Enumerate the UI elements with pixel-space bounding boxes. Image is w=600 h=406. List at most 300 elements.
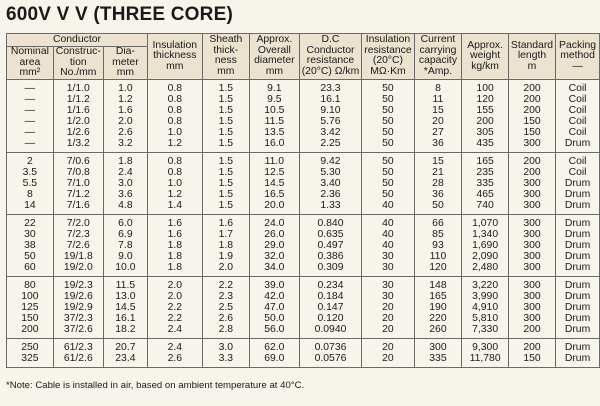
cable-spec-table [6, 33, 600, 368]
table-row [7, 167, 600, 178]
table-cell: 20 [362, 313, 414, 324]
table-cell: Coil [556, 105, 600, 116]
table-cell: 1.5 [202, 105, 249, 116]
table-cell: 30 [362, 291, 414, 302]
dc-resistance-header: D.C Conductor resistance (20°C) Ω/km [299, 34, 362, 80]
table-cell: 325 [7, 353, 54, 368]
table-cell: 305 [462, 127, 509, 138]
table-cell: 1.33 [299, 200, 362, 215]
table-cell: 2.2 [202, 276, 249, 291]
table-cell: 200 [462, 116, 509, 127]
table-cell: 29.0 [250, 240, 300, 251]
table-cell: 2.36 [299, 189, 362, 200]
table-cell: 50 [362, 167, 414, 178]
table-row [7, 105, 600, 116]
table-cell: 61/2.3 [53, 338, 103, 353]
insulation-resistance-header: Insulation resistance (20°C) MΩ·Km [362, 34, 414, 80]
table-cell: 0.635 [299, 229, 362, 240]
table-cell: 50 [362, 127, 414, 138]
table-cell: 12.5 [250, 167, 300, 178]
table-cell: 3.6 [103, 189, 147, 200]
table-cell: 335 [462, 178, 509, 189]
table-cell: 3.3 [202, 353, 249, 368]
table-cell: 4,910 [462, 302, 509, 313]
table-cell: 1/2.6 [53, 127, 103, 138]
table-cell: 150 [508, 353, 555, 368]
table-cell: 1.5 [202, 200, 249, 215]
table-cell: 120 [414, 262, 462, 277]
table-cell: 50 [362, 116, 414, 127]
table-cell: 19/2.0 [53, 262, 103, 277]
table-cell: 22 [7, 214, 54, 229]
table-cell: 60 [7, 262, 54, 277]
table-cell: Drum [556, 200, 600, 215]
table-cell: 5,810 [462, 313, 509, 324]
table-cell: 50 [362, 138, 414, 153]
table-cell: 10.0 [103, 262, 147, 277]
weight-header: Approx. weight kg/km [462, 34, 509, 80]
table-cell: Coil [556, 127, 600, 138]
table-cell: — [7, 138, 54, 153]
table-cell: 3.40 [299, 178, 362, 189]
table-cell: 13.5 [250, 127, 300, 138]
table-cell: Drum [556, 240, 600, 251]
table-cell: 40 [362, 200, 414, 215]
table-cell: 61/2.6 [53, 353, 103, 368]
table-cell: 14.5 [103, 302, 147, 313]
table-cell: — [7, 94, 54, 105]
table-cell: 10.5 [250, 105, 300, 116]
table-cell: 16.0 [250, 138, 300, 153]
table-cell: 23.3 [299, 79, 362, 94]
table-row [7, 338, 600, 353]
table-cell: 2.3 [202, 291, 249, 302]
table-cell: 0.120 [299, 313, 362, 324]
table-row [7, 138, 600, 153]
table-cell: 150 [508, 116, 555, 127]
table-cell: 1.8 [103, 152, 147, 167]
table-cell: 20 [362, 302, 414, 313]
table-cell: 20 [362, 338, 414, 353]
table-cell: 190 [414, 302, 462, 313]
table-row [7, 94, 600, 105]
table-cell: 8 [7, 189, 54, 200]
table-row [7, 313, 600, 324]
table-row [7, 251, 600, 262]
table-cell: Drum [556, 189, 600, 200]
table-cell: 2.2 [147, 313, 202, 324]
table-cell: 50 [362, 189, 414, 200]
table-cell: 7.8 [103, 240, 147, 251]
table-cell: 9,300 [462, 338, 509, 353]
table-cell: 50 [362, 178, 414, 189]
table-cell: Drum [556, 178, 600, 189]
table-cell: 110 [414, 251, 462, 262]
table-cell: 7/1.2 [53, 189, 103, 200]
table-cell: 14 [7, 200, 54, 215]
table-cell: 1.5 [202, 94, 249, 105]
table-cell: 7/2.0 [53, 214, 103, 229]
table-cell: — [7, 127, 54, 138]
table-cell: 1/3.2 [53, 138, 103, 153]
table-cell: 125 [7, 302, 54, 313]
table-row [7, 276, 600, 291]
table-cell: 11,780 [462, 353, 509, 368]
table-cell: 335 [414, 353, 462, 368]
table-cell: 32.0 [250, 251, 300, 262]
table-cell: 21 [414, 167, 462, 178]
table-cell: 19/2.6 [53, 291, 103, 302]
table-cell: 6.0 [103, 214, 147, 229]
table-cell: 24.0 [250, 214, 300, 229]
table-cell: 9.0 [103, 251, 147, 262]
table-cell: 9.10 [299, 105, 362, 116]
table-cell: 40 [362, 229, 414, 240]
table-cell: 200 [7, 324, 54, 339]
table-cell: 7,330 [462, 324, 509, 339]
table-cell: 2.2 [147, 302, 202, 313]
table-cell: 7/1.0 [53, 178, 103, 189]
table-cell: 0.8 [147, 105, 202, 116]
table-cell: 50 [414, 200, 462, 215]
table-cell: 2.6 [147, 353, 202, 368]
table-cell: 7/0.6 [53, 152, 103, 167]
table-cell: 1.8 [147, 240, 202, 251]
table-cell: 1.5 [202, 79, 249, 94]
page-title: 600V V V (THREE CORE) [6, 4, 233, 25]
table-cell: 80 [7, 276, 54, 291]
table-cell: 0.497 [299, 240, 362, 251]
table-row [7, 262, 600, 277]
table-cell: 69.0 [250, 353, 300, 368]
table-cell: 56.0 [250, 324, 300, 339]
table-cell: 62.0 [250, 338, 300, 353]
table-cell: 50 [7, 251, 54, 262]
table-cell: 11 [414, 94, 462, 105]
table-cell: 7/1.6 [53, 200, 103, 215]
table-cell: 300 [508, 240, 555, 251]
table-cell: 50 [362, 79, 414, 94]
table-cell: Drum [556, 324, 600, 339]
table-cell: 0.309 [299, 262, 362, 277]
table-cell: 7/2.6 [53, 240, 103, 251]
table-cell: 1.8 [147, 262, 202, 277]
table-cell: 2.4 [147, 338, 202, 353]
table-cell: 1.6 [147, 214, 202, 229]
table-cell: 3.2 [103, 138, 147, 153]
table-cell: 1.6 [103, 105, 147, 116]
table-cell: 150 [7, 313, 54, 324]
table-cell: 1.5 [202, 178, 249, 189]
table-cell: 2.6 [202, 313, 249, 324]
table-cell: 1,690 [462, 240, 509, 251]
table-cell: 42.0 [250, 291, 300, 302]
table-cell: 16.1 [103, 313, 147, 324]
table-cell: 250 [7, 338, 54, 353]
table-cell: Drum [556, 338, 600, 353]
table-cell: — [7, 116, 54, 127]
table-cell: 2.25 [299, 138, 362, 153]
table-cell: 300 [508, 200, 555, 215]
table-cell: 435 [462, 138, 509, 153]
table-cell: 5.76 [299, 116, 362, 127]
table-row [7, 302, 600, 313]
table-cell: 20 [414, 116, 462, 127]
table-cell: 0.386 [299, 251, 362, 262]
table-cell: 2,090 [462, 251, 509, 262]
table-cell: 1.7 [202, 229, 249, 240]
table-cell: 2.4 [103, 167, 147, 178]
diameter-header: Dia- meter mm [103, 47, 147, 80]
table-cell: 1.9 [202, 251, 249, 262]
table-cell: 1.5 [202, 189, 249, 200]
table-cell: 20 [362, 324, 414, 339]
table-cell: 3.0 [103, 178, 147, 189]
table-row [7, 214, 600, 229]
table-cell: 0.184 [299, 291, 362, 302]
table-cell: 1.2 [103, 94, 147, 105]
table-cell: 16.1 [299, 94, 362, 105]
table-cell: 11.5 [103, 276, 147, 291]
table-cell: 120 [462, 94, 509, 105]
table-cell: 150 [508, 127, 555, 138]
table-cell: 2 [7, 152, 54, 167]
table-cell: 23.4 [103, 353, 147, 368]
table-cell: 7/0.8 [53, 167, 103, 178]
table-cell: 1.2 [147, 189, 202, 200]
table-row [7, 79, 600, 94]
table-cell: 300 [414, 338, 462, 353]
table-cell: 6.9 [103, 229, 147, 240]
table-cell: 165 [414, 291, 462, 302]
table-cell: 20.7 [103, 338, 147, 353]
sheath-thickness-header: Sheath thick- ness mm [202, 34, 249, 80]
table-cell: 4.8 [103, 200, 147, 215]
table-cell: Drum [556, 313, 600, 324]
table-cell: 0.8 [147, 94, 202, 105]
table-cell: 18.2 [103, 324, 147, 339]
table-cell: 30 [362, 251, 414, 262]
table-cell: 19/2.3 [53, 276, 103, 291]
table-cell: 9.5 [250, 94, 300, 105]
table-cell: 34.0 [250, 262, 300, 277]
table-cell: 0.147 [299, 302, 362, 313]
table-cell: 1.2 [147, 138, 202, 153]
table-cell: 37/2.6 [53, 324, 103, 339]
table-cell: 47.0 [250, 302, 300, 313]
table-cell: 11.0 [250, 152, 300, 167]
table-cell: 1/1.0 [53, 79, 103, 94]
table-cell: 300 [508, 214, 555, 229]
table-cell: 2.4 [147, 324, 202, 339]
table-cell: 27 [414, 127, 462, 138]
table-cell: 20 [362, 353, 414, 368]
table-cell: Drum [556, 302, 600, 313]
table-cell: 14.5 [250, 178, 300, 189]
table-cell: 1.0 [103, 79, 147, 94]
table-cell: 300 [508, 229, 555, 240]
table-cell: 40 [362, 240, 414, 251]
table-cell: Drum [556, 251, 600, 262]
table-cell: 220 [414, 313, 462, 324]
footnote: *Note: Cable is installed in air, based on ambient temperature at 40°C. [6, 380, 305, 391]
table-cell: 0.0940 [299, 324, 362, 339]
table-cell: 0.0576 [299, 353, 362, 368]
table-cell: Drum [556, 291, 600, 302]
table-cell: 1.5 [202, 167, 249, 178]
table-cell: 15 [414, 152, 462, 167]
table-cell: Drum [556, 262, 600, 277]
table-cell: 30 [362, 276, 414, 291]
table-cell: 1,340 [462, 229, 509, 240]
table-cell: Coil [556, 94, 600, 105]
table-cell: 0.8 [147, 79, 202, 94]
table-cell: 8 [414, 79, 462, 94]
table-cell: Drum [556, 214, 600, 229]
nominal-area-header: Nominal area mm² [7, 47, 54, 80]
table-cell: 5.30 [299, 167, 362, 178]
table-cell: 1.8 [202, 240, 249, 251]
table-cell: Drum [556, 138, 600, 153]
table-cell: 0.0736 [299, 338, 362, 353]
table-cell: 300 [508, 178, 555, 189]
table-cell: 15 [414, 105, 462, 116]
table-cell: 1.0 [147, 127, 202, 138]
table-cell: 1/1.6 [53, 105, 103, 116]
table-cell: 2.0 [202, 262, 249, 277]
table-cell: 1.5 [202, 116, 249, 127]
table-cell: 9.42 [299, 152, 362, 167]
table-cell: 100 [462, 79, 509, 94]
table-cell: 28 [414, 178, 462, 189]
table-cell: 36 [414, 189, 462, 200]
table-cell: 39.0 [250, 276, 300, 291]
table-cell: 85 [414, 229, 462, 240]
table-cell: 5.5 [7, 178, 54, 189]
table-cell: Coil [556, 167, 600, 178]
table-cell: 300 [508, 189, 555, 200]
table-cell: 26.0 [250, 229, 300, 240]
packing-method-header: Packing method — [556, 34, 600, 80]
construction-header: Construc- tion No./mm [53, 47, 103, 80]
table-cell: 200 [508, 152, 555, 167]
table-cell: 200 [508, 324, 555, 339]
table-cell: 200 [508, 94, 555, 105]
table-cell: 200 [508, 338, 555, 353]
table-cell: Coil [556, 79, 600, 94]
table-cell: 2.0 [147, 276, 202, 291]
table-cell: 300 [508, 276, 555, 291]
table-cell: 200 [508, 105, 555, 116]
table-cell: 50.0 [250, 313, 300, 324]
table-cell: 260 [414, 324, 462, 339]
table-cell: 38 [7, 240, 54, 251]
table-cell: 1.5 [202, 127, 249, 138]
table-row [7, 127, 600, 138]
table-cell: 0.840 [299, 214, 362, 229]
table-cell: 37/2.3 [53, 313, 103, 324]
table-cell: 36 [414, 138, 462, 153]
table-row [7, 152, 600, 167]
table-cell: 2.0 [103, 116, 147, 127]
table-cell: 13.0 [103, 291, 147, 302]
table-row [7, 240, 600, 251]
table-cell: 740 [462, 200, 509, 215]
table-cell: Coil [556, 152, 600, 167]
table-cell: 1.6 [147, 229, 202, 240]
table-cell: 16.5 [250, 189, 300, 200]
table-cell: 200 [508, 167, 555, 178]
table-cell: 148 [414, 276, 462, 291]
table-cell: 20.0 [250, 200, 300, 215]
table-cell: 2.0 [147, 291, 202, 302]
table-cell: 300 [508, 251, 555, 262]
table-cell: — [7, 105, 54, 116]
table-cell: 1.4 [147, 200, 202, 215]
table-cell: 0.8 [147, 152, 202, 167]
table-cell: 1/2.0 [53, 116, 103, 127]
table-cell: 66 [414, 214, 462, 229]
table-cell: 100 [7, 291, 54, 302]
table-cell: 30 [7, 229, 54, 240]
table-cell: 1.8 [147, 251, 202, 262]
table-cell: Drum [556, 276, 600, 291]
table-cell: — [7, 79, 54, 94]
table-body [7, 79, 600, 367]
table-cell: 300 [508, 138, 555, 153]
table-cell: 300 [508, 262, 555, 277]
table-cell: 0.8 [147, 116, 202, 127]
table-cell: 11.5 [250, 116, 300, 127]
table-cell: 200 [508, 79, 555, 94]
table-cell: 7/2.3 [53, 229, 103, 240]
table-cell: 1.5 [202, 138, 249, 153]
table-cell: 1.0 [147, 178, 202, 189]
table-row [7, 353, 600, 368]
table-row [7, 178, 600, 189]
table-cell: 2.5 [202, 302, 249, 313]
insulation-thickness-header: Insulation thickness mm [147, 34, 202, 80]
table-cell: 3.0 [202, 338, 249, 353]
table-cell: 93 [414, 240, 462, 251]
table-cell: 2.6 [103, 127, 147, 138]
table-cell: 3,220 [462, 276, 509, 291]
table-cell: Drum [556, 353, 600, 368]
table-cell: 30 [362, 262, 414, 277]
table-row [7, 229, 600, 240]
table-cell: 2.8 [202, 324, 249, 339]
table-cell: 50 [362, 152, 414, 167]
conductor-group-header: Conductor [7, 34, 148, 47]
table-cell: 19/2.9 [53, 302, 103, 313]
table-cell: 3.42 [299, 127, 362, 138]
table-cell: 1,070 [462, 214, 509, 229]
table-cell: 1/1.2 [53, 94, 103, 105]
table-cell: 1.6 [202, 214, 249, 229]
standard-length-header: Standard length m [508, 34, 555, 80]
table-cell: 465 [462, 189, 509, 200]
table-row [7, 291, 600, 302]
table-cell: Drum [556, 229, 600, 240]
table-row [7, 324, 600, 339]
table-row [7, 200, 600, 215]
table-cell: 19/1.8 [53, 251, 103, 262]
table-cell: 300 [508, 291, 555, 302]
table-cell: 235 [462, 167, 509, 178]
table-cell: 2,480 [462, 262, 509, 277]
table-row [7, 116, 600, 127]
table-cell: 1.5 [202, 152, 249, 167]
